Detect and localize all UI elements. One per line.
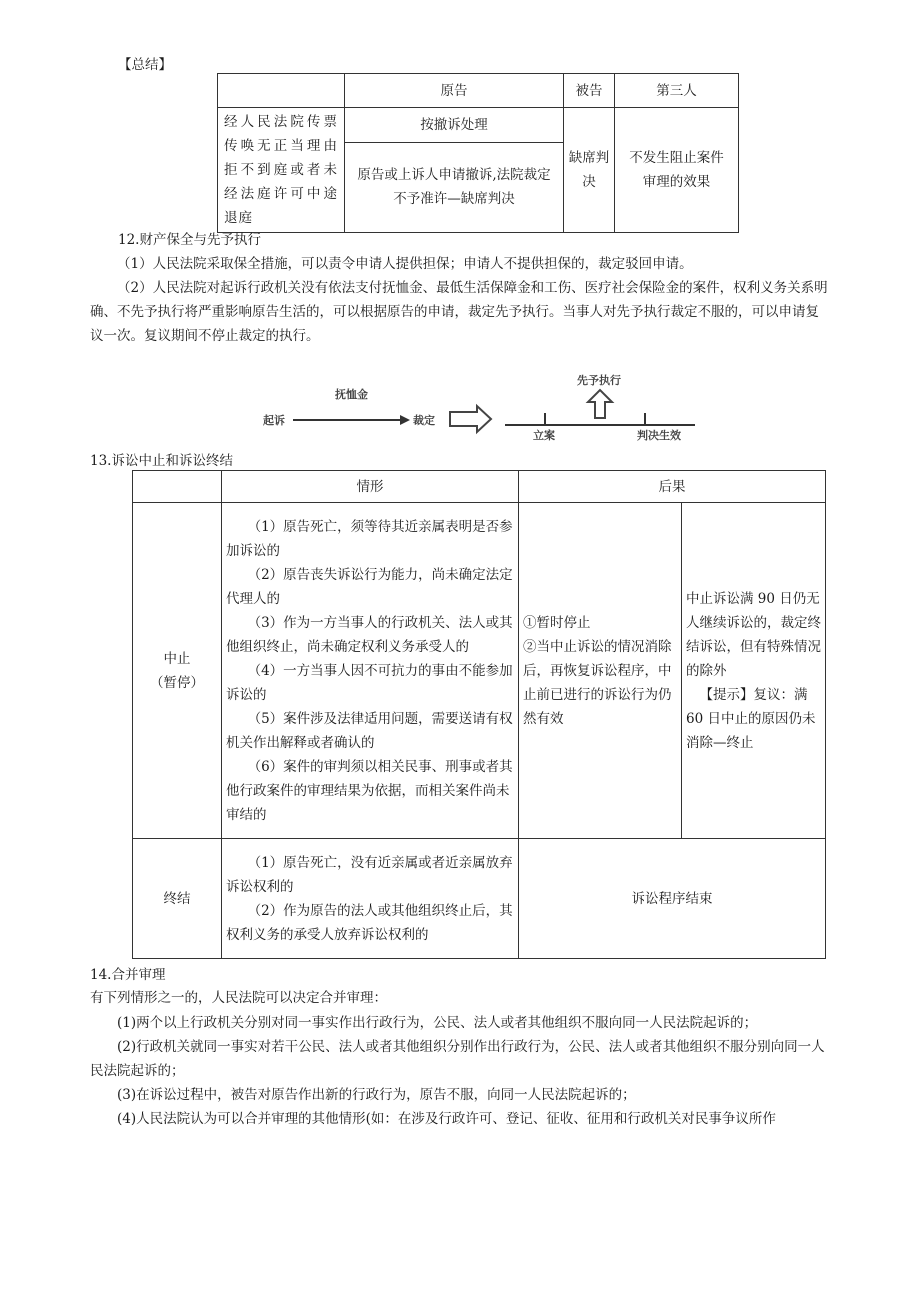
section14-intro: 有下列情形之一的，人民法院可以决定合并审理：: [90, 990, 387, 1006]
end-label: 终结: [133, 839, 222, 959]
section14-item-1: (1)两个以上行政机关分别对同一事实作出行政行为，公民、法人或者其他组织不服向同一人民法院起诉的；: [117, 1015, 758, 1031]
suspend-conditions: [222, 503, 519, 839]
section12-title: 12.财产保全与先予执行: [118, 232, 261, 248]
suspend-condition-4: （4）一方当事人因不可抗力的事由不能参加诉讼的: [226, 662, 513, 703]
suspend-condition-2: （2）原告丧失诉讼行为能力，尚未确定法定代理人的: [226, 566, 513, 607]
end-conditions: [222, 839, 519, 959]
section14-item-4: (4)人民法院认为可以合并审理的其他情形(如：在涉及行政许可、登记、征收、征用和行政机关对民事争议所作: [117, 1111, 776, 1127]
header-conditions: 情形: [222, 471, 519, 503]
suspend-effect-2b: 【提示】复议：满 60 日中止的原因仍未消除—终止: [686, 686, 816, 751]
section14-item-3: (3)在诉讼过程中，被告对原告作出新的行政行为，原告不服，向同一人民法院起诉的；: [117, 1087, 636, 1103]
row-label-absent: 经人民法院传票传唤无正当理由拒不到庭或者未经法庭许可中途退庭: [218, 108, 345, 233]
plaintiff-case-denied: 原告或上诉人申请撤诉,法院裁定不予准许—缺席判决: [345, 142, 564, 232]
section12-p2: （2）人民法院对起诉行政机关没有依法支付抚恤金、最低生活保障金和工伤、医疗社会保险金的案件，权利义务关系明确、不先予执行将严重影响原告生活的，可以根据原告的申请，裁定先予执行。当事人对先予执行裁定不服的，可以申请复议一次。复议期间不停止裁定的执行。: [90, 280, 828, 344]
suspend-label: 中止: [163, 650, 191, 667]
suspend-effect-2: [682, 503, 826, 839]
header-plaintiff: 原告: [345, 74, 564, 108]
defendant-default-judgment: 缺席判决: [564, 108, 615, 233]
diagram-label-mid: 裁定: [413, 414, 435, 427]
end-condition-2: （2）作为原告的法人或其他组织终止后，其权利义务的承受人放弃诉讼权利的: [226, 902, 513, 943]
suspend-sub: （暂停）: [150, 674, 204, 691]
hollow-arrow-icon: [450, 406, 491, 432]
suspend-condition-5: （5）案件涉及法律适用问题，需要送请有权机关作出解释或者确认的: [226, 710, 513, 751]
diagram-label-left: 起诉: [263, 414, 285, 427]
end-condition-1: （1）原告死亡，没有近亲属或者近亲属放弃诉讼权利的: [226, 854, 513, 895]
header-consequences: 后果: [519, 471, 826, 503]
suspension-table: [132, 470, 826, 959]
empty-header-cell: [133, 471, 222, 503]
third-party-effect: 不发生阻止案件审理的效果: [615, 108, 739, 233]
suspend-effect-2a: 中止诉讼满 90 日仍无人继续诉讼的，裁定终结诉讼，但有特殊情况的除外: [686, 590, 821, 679]
summary-label: 【总结】: [118, 57, 172, 73]
plaintiff-case-withdraw: 按撤诉处理: [345, 108, 564, 143]
section13-title: 13.诉讼中止和诉讼终结: [90, 453, 233, 469]
header-defendant: 被告: [564, 74, 615, 108]
suspend-condition-3: （3）作为一方当事人的行政机关、法人或其他组织终止，尚未确定权利义务承受人的: [226, 614, 513, 655]
header-third-party: 第三人: [615, 74, 739, 108]
summary-table: [217, 73, 739, 233]
suspend-condition-1: （1）原告死亡，须等待其近亲属表明是否参加诉讼的: [226, 518, 513, 559]
diagram-label-above: 抚恤金: [335, 388, 368, 401]
diagram-label-up: 先予执行: [577, 374, 621, 387]
diagram-arrow-left: [400, 415, 410, 425]
up-arrow-icon: [588, 390, 612, 418]
diagram-label-start: 立案: [533, 429, 555, 442]
suspend-effect-1: ①暂时停止 ②当中止诉讼的情况消除后，再恢复诉讼程序，中止前已进行的诉讼行为仍然有效: [519, 503, 682, 839]
empty-header-cell: [218, 74, 345, 108]
end-effect: 诉讼程序结束: [519, 839, 826, 959]
suspend-label-cell: [133, 503, 222, 839]
section12-p1: （1）人民法院采取保全措施，可以责令申请人提供担保；申请人不提供担保的，裁定驳回申请。: [117, 256, 693, 272]
diagram-label-end: 判决生效: [637, 429, 681, 442]
section14-title: 14.合并审理: [90, 967, 166, 983]
suspend-condition-6: （6）案件的审判须以相关民事、刑事或者其他行政案件的审理结果为依据，而相关案件尚未审结的: [226, 758, 513, 823]
timeline-diagram: [255, 360, 710, 445]
section14-item-2: (2)行政机关就同一事实对若干公民、法人或者其他组织分别作出行政行为，公民、法人或者其他组织不服分别向同一人民法院起诉的；: [90, 1039, 825, 1079]
